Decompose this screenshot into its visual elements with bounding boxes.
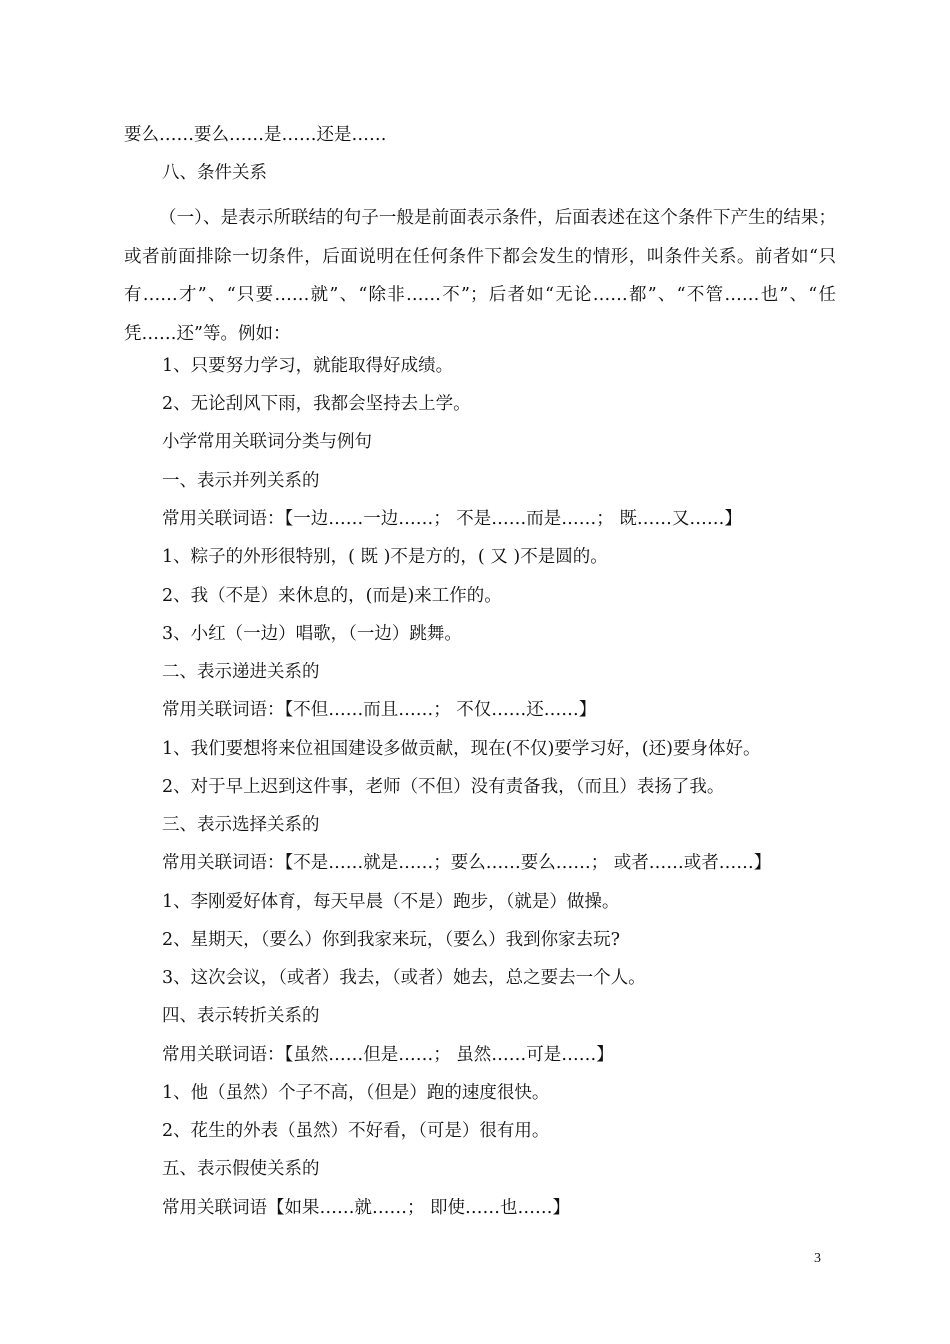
example-line: 1、李刚爱好体育，每天早晨（不是）跑步，（就是）做操。 <box>162 892 620 912</box>
text-line-conjunction-pair: 要么……要么……是……还是…… <box>124 125 387 145</box>
section-heading-parallel: 一、表示并列关系的 <box>162 471 320 491</box>
page-number: 3 <box>814 1251 821 1266</box>
paragraph-condition-definition: （一）、是表示所联结的句子一般是前面表示条件，后面表述在这个条件下产生的结果；或者前面排除一切条件，后面说明在任何条件下都会发生的情形，叫条件关系。前者如“只有……才”、“只要……就”、“除非……不”；后者如“无论……都”、“不管……也”、“任凭……还”等。例如： <box>124 208 836 344</box>
conjunction-list-parallel: 常用关联词语：【一边……一边……； 不是……而是……； 既……又……】 <box>162 509 742 529</box>
example-line: 2、无论刮风下雨，我都会坚持去上学。 <box>162 394 471 414</box>
example-line: 1、粽子的外形很特别，( 既 )不是方的，( 又 )不是圆的。 <box>162 547 608 567</box>
conjunction-list-choice: 常用关联词语：【不是……就是……；要么……要么……； 或者……或者……】 <box>162 853 772 873</box>
example-line: 3、这次会议，（或者）我去，（或者）她去，总之要去一个人。 <box>162 968 646 988</box>
example-line: 1、我们要想将来位祖国建设多做贡献，现在(不仅)要学习好，(还)要身体好。 <box>162 739 761 759</box>
example-line: 1、只要努力学习，就能取得好成绩。 <box>162 356 454 376</box>
example-line: 2、星期天，（要么）你到我家来玩，（要么）我到你家去玩? <box>162 930 621 950</box>
example-line: 2、我（不是）来休息的，(而是)来工作的。 <box>162 586 502 606</box>
section-heading-hypothesis: 五、表示假使关系的 <box>162 1159 320 1179</box>
conjunction-list-contrast: 常用关联词语：【虽然……但是……； 虽然……可是……】 <box>162 1045 614 1065</box>
example-line: 1、他（虽然）个子不高，（但是）跑的速度很快。 <box>162 1083 550 1103</box>
section-heading-contrast: 四、表示转折关系的 <box>162 1006 320 1026</box>
section-heading-progressive: 二、表示递进关系的 <box>162 662 320 682</box>
example-line: 2、花生的外表（虽然）不好看，（可是）很有用。 <box>162 1121 550 1141</box>
section-heading-choice: 三、表示选择关系的 <box>162 815 320 835</box>
subtitle-classification: 小学常用关联词分类与例句 <box>162 432 372 452</box>
conjunction-list-hypothesis: 常用关联词语【如果……就……； 即使……也……】 <box>162 1198 571 1218</box>
example-line: 3、小红（一边）唱歌，（一边）跳舞。 <box>162 624 462 644</box>
example-line: 2、对于早上迟到这件事，老师（不但）没有责备我，（而且）表扬了我。 <box>162 777 725 797</box>
conjunction-list-progressive: 常用关联词语：【不但……而且……； 不仅……还……】 <box>162 700 597 720</box>
section-heading-condition: 八、条件关系 <box>162 163 267 183</box>
